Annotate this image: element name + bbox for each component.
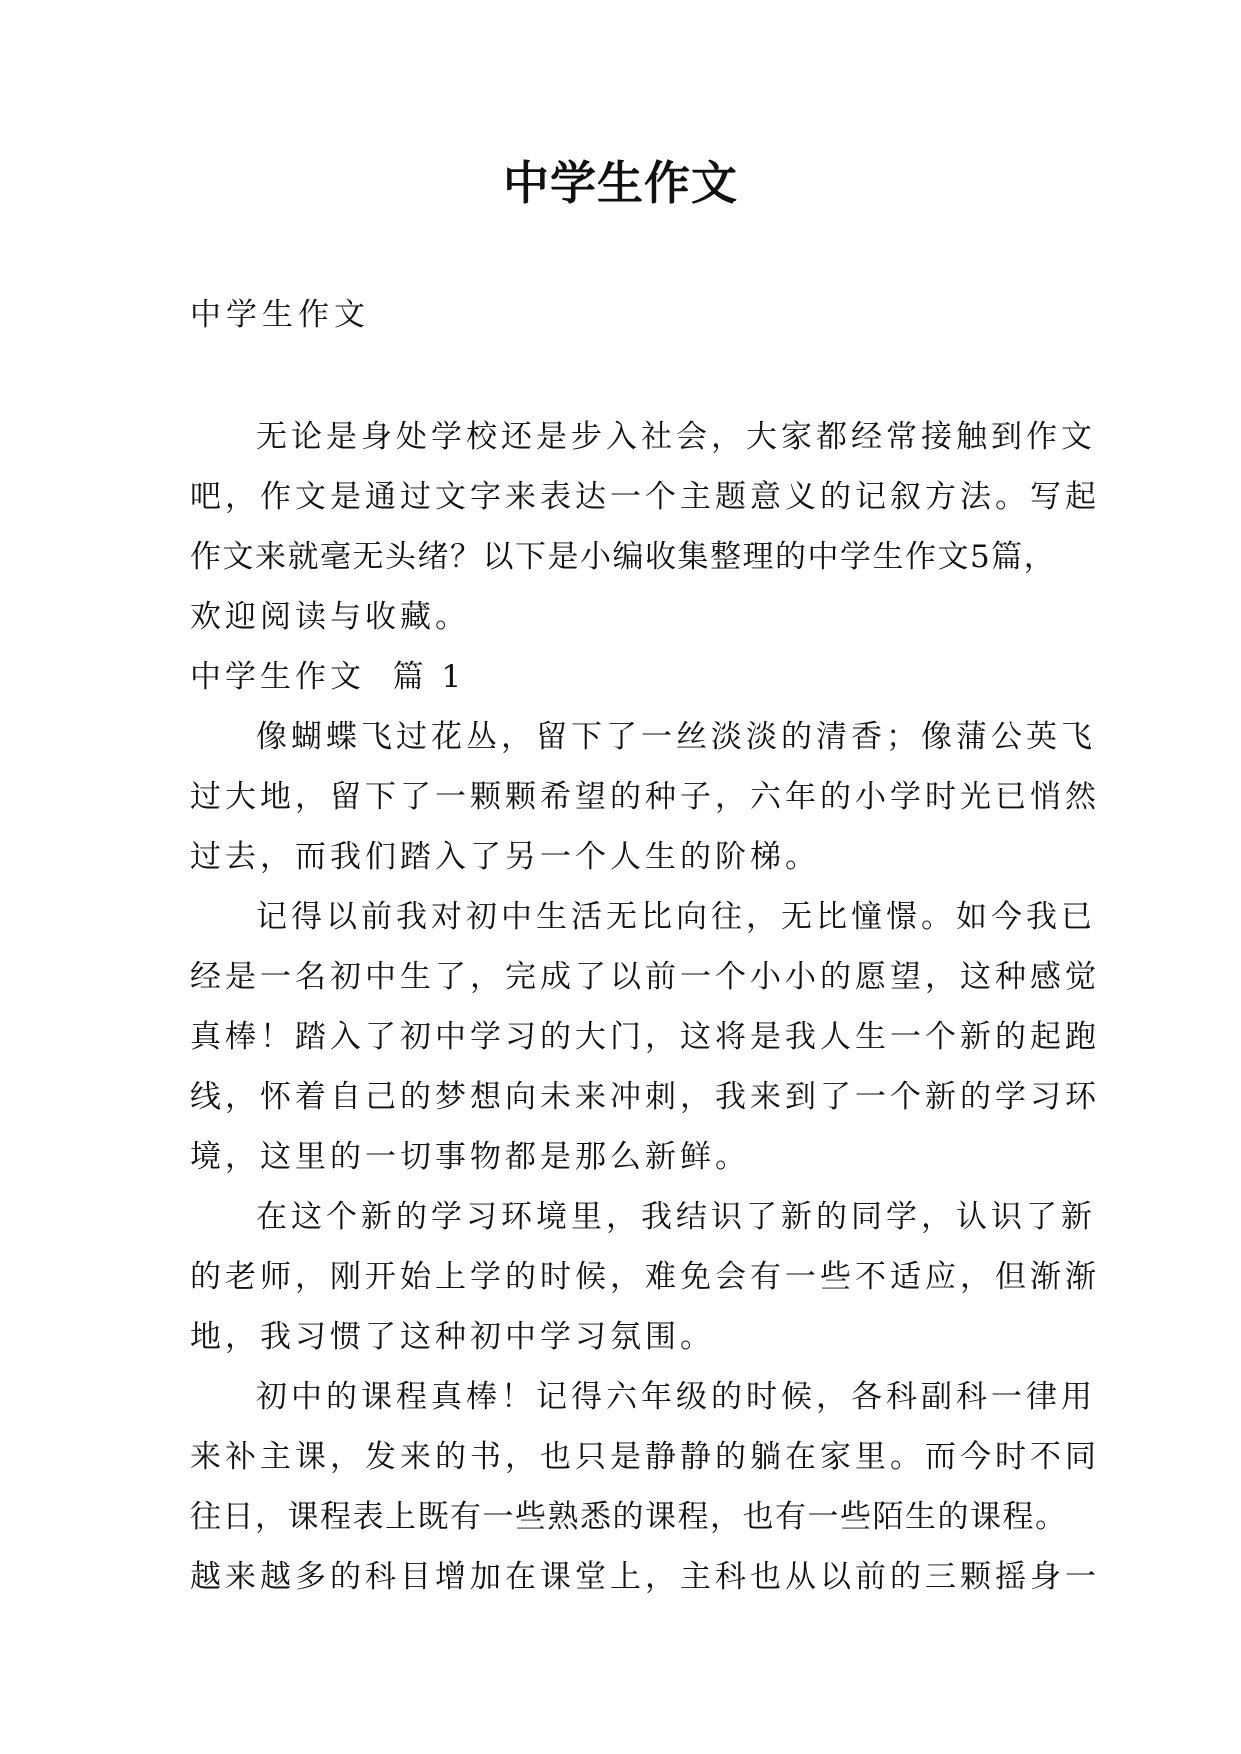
paragraph-line: 线，怀着自己的梦想向未来冲刺，我来到了一个新的学习环: [190, 1079, 1100, 1115]
paragraph-line: 在这个新的学习环境里，我结识了新的同学，认识了新: [256, 1199, 1096, 1235]
paragraph-line: 过去，而我们踏入了另一个人生的阶梯。: [190, 839, 820, 875]
section-heading: 中学生作文 篇 1: [190, 659, 466, 695]
intro-line: 吧，作文是通过文字来表达一个主题意义的记叙方法。写起: [190, 479, 1100, 515]
document-title: 中学生作文: [503, 156, 738, 210]
paragraph-line: 经是一名初中生了，完成了以前一个小小的愿望，这种感觉: [190, 959, 1100, 995]
paragraph-line: 往日，课程表上既有一些熟悉的课程，也有一些陌生的课程。: [190, 1499, 1068, 1535]
paragraph-line: 来补主课，发来的书，也只是静静的躺在家里。而今时不同: [190, 1439, 1100, 1475]
paragraph-line: 越来越多的科目增加在课堂上，主科也从以前的三颗摇身一: [190, 1559, 1100, 1595]
paragraph-line: 的老师，刚开始上学的时候，难免会有一些不适应，但渐渐: [190, 1259, 1100, 1295]
intro-line: 欢迎阅读与收藏。: [190, 599, 470, 635]
paragraph-1: [190, 707, 1100, 887]
intro-line: 无论是身处学校还是步入社会，大家都经常接触到作文: [256, 419, 1096, 455]
paragraph-line: 初中的课程真棒！记得六年级的时候，各科副科一律用: [256, 1379, 1096, 1415]
paragraph-line: 地，我习惯了这种初中学习氛围。: [190, 1319, 715, 1355]
paragraph-3: [190, 1187, 1100, 1367]
document-subtitle: 中学生作文: [190, 297, 370, 333]
paragraph-line: 真棒！踏入了初中学习的大门，这将是我人生一个新的起跑: [190, 1019, 1100, 1055]
intro-line: 作文来就毫无头绪？以下是小编收集整理的中学生作文5篇，: [190, 539, 1057, 575]
paragraph-4: [190, 1367, 1100, 1607]
paragraph-line: 境，这里的一切事物都是那么新鲜。: [190, 1139, 750, 1175]
document-body: [190, 285, 1100, 1607]
paragraph-line: 记得以前我对初中生活无比向往，无比憧憬。如今我已: [256, 899, 1096, 935]
paragraph-line: 像蝴蝶飞过花丛，留下了一丝淡淡的清香；像蒲公英飞: [256, 719, 1096, 755]
paragraph-line: 过大地，留下了一颗颗希望的种子，六年的小学时光已悄然: [190, 779, 1100, 815]
paragraph-2: [190, 887, 1100, 1187]
intro-paragraph: [190, 407, 1100, 647]
